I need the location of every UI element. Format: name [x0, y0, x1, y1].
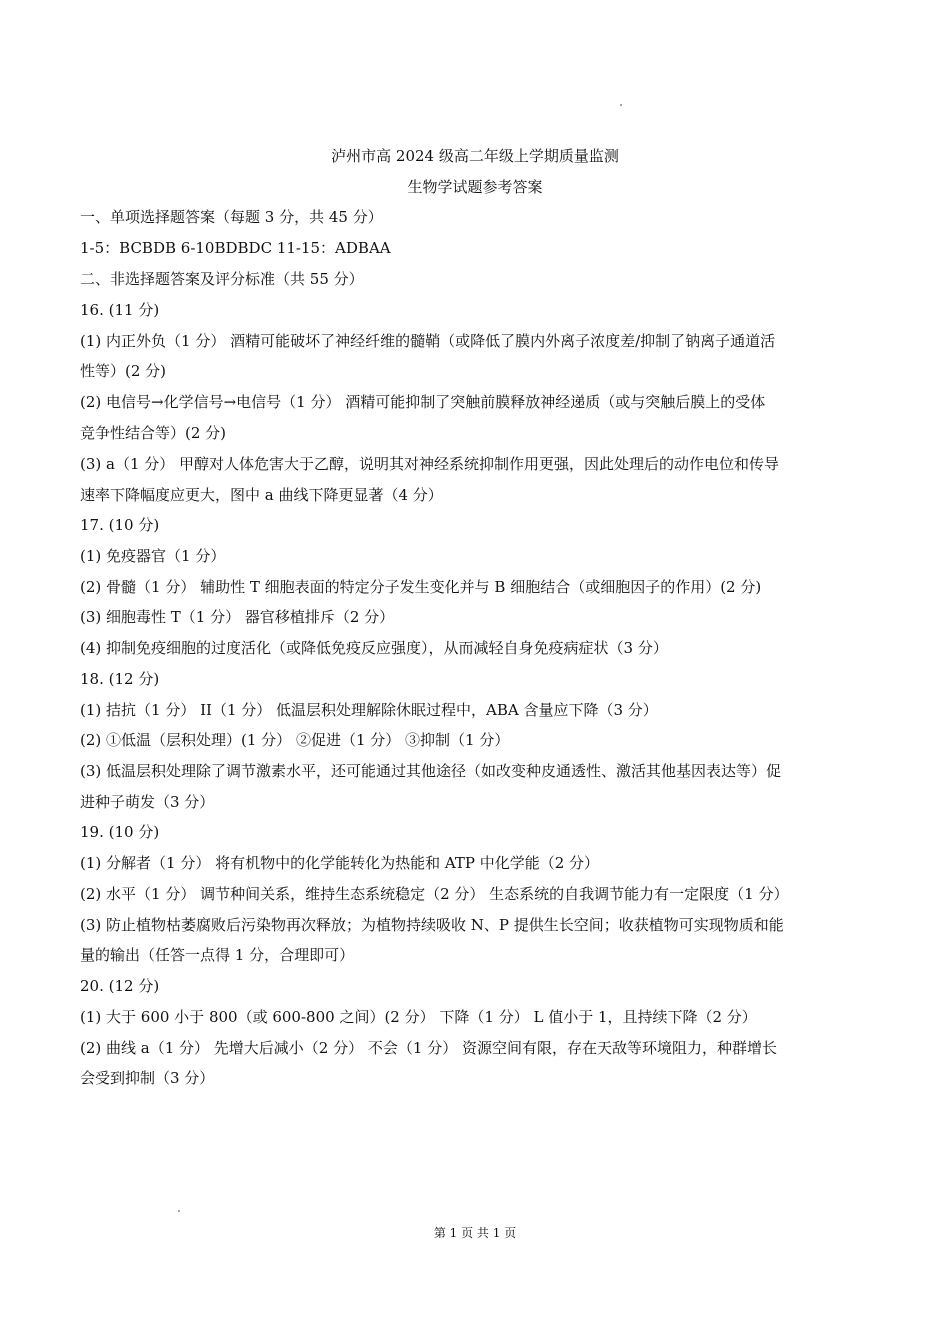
choice-answers: 1-5：BCBDB 6-10BDBDC 11-15：ADBAA — [80, 239, 391, 257]
q17-part1: (1) 免疫器官（1 分） — [80, 547, 226, 565]
q18-part1: (1) 拮抗（1 分） II（1 分） 低温层积处理解除休眠过程中，ABA 含量应下降（3 分） — [80, 701, 658, 719]
q17-part4: (4) 抑制免疫细胞的过度活化（或降低免疫反应强度），从而减轻自身免疫病症状（3 分） — [80, 639, 668, 657]
question-17-heading: 17. (10 分) — [80, 516, 160, 534]
section-heading-non-choice: 二、非选择题答案及评分标准（共 55 分） — [80, 270, 364, 288]
q16-part1-line1: (1) 内正外负（1 分） 酒精可能破坏了神经纤维的髓鞘（或降低了膜内外离子浓度差/抑制了钠离子通道活 — [80, 332, 776, 350]
q16-part3-line1: (3) a（1 分） 甲醇对人体危害大于乙醇，说明其对神经系统抑制作用更强，因此处理后的动作电位和传导 — [80, 455, 780, 473]
q16-part2-line1: (2) 电信号→化学信号→电信号（1 分） 酒精可能抑制了突触前膜释放神经递质（或与突触后膜上的受体 — [80, 393, 766, 411]
q18-part2: (2) ①低温（层积处理）(1 分） ②促进（1 分） ③抑制（1 分） — [80, 731, 510, 749]
q17-part3: (3) 细胞毒性 T（1 分） 器官移植排斥（2 分） — [80, 608, 395, 626]
question-18-heading: 18. (12 分) — [80, 670, 160, 688]
q19-part3-line2: 量的输出（任答一点得 1 分，合理即可） — [80, 946, 355, 964]
q19-part2: (2) 水平（1 分） 调节种间关系，维持生态系统稳定（2 分） 生态系统的自我调节能力有一定限度（1 分） — [80, 885, 789, 903]
q16-part1-line2: 性等）(2 分) — [80, 362, 167, 380]
q19-part1: (1) 分解者（1 分） 将有机物中的化学能转化为热能和 ATP 中化学能（2 分） — [80, 854, 600, 872]
question-16-heading: 16. (11 分) — [80, 301, 160, 319]
q18-part3-line2: 进种子萌发（3 分） — [80, 793, 215, 811]
q20-part1: (1) 大于 600 小于 800（或 600-800 之间）(2 分） 下降（1 分） L 值小于 1，且持续下降（2 分） — [80, 1008, 757, 1026]
page-number-footer: 第 1 页 共 1 页 — [433, 1226, 517, 1240]
page-title: 泸州市高 2024 级高二年级上学期质量监测 — [331, 147, 619, 165]
q16-part3-line2: 速率下降幅度应更大，图中 a 曲线下降更显著（4 分） — [80, 486, 443, 504]
section-heading-single-choice: 一、单项选择题答案（每题 3 分，共 45 分） — [80, 208, 383, 226]
q17-part2: (2) 骨髓（1 分） 辅助性 T 细胞表面的特定分子发生变化并与 B 细胞结合（或细胞因子的作用）(2 分) — [80, 578, 762, 596]
scan-speck-bottom — [178, 1210, 180, 1212]
page-subtitle: 生物学试题参考答案 — [407, 178, 543, 196]
question-19-heading: 19. (10 分) — [80, 823, 160, 841]
q19-part3-line1: (3) 防止植物枯萎腐败后污染物再次释放；为植物持续吸收 N、P 提供生长空间；收获植物可实现物质和能 — [80, 916, 784, 934]
q20-part2-line1: (2) 曲线 a（1 分） 先增大后减小（2 分） 不会（1 分） 资源空间有限，存在天敌等环境阻力，种群增长 — [80, 1039, 777, 1057]
q16-part2-line2: 竞争性结合等）(2 分) — [80, 424, 227, 442]
q18-part3-line1: (3) 低温层积处理除了调节激素水平，还可能通过其他途径（如改变种皮通透性、激活其他基因表达等）促 — [80, 762, 782, 780]
question-20-heading: 20. (12 分) — [80, 977, 160, 995]
scan-speck-top — [620, 104, 622, 106]
q20-part2-line2: 会受到抑制（3 分） — [80, 1069, 215, 1087]
